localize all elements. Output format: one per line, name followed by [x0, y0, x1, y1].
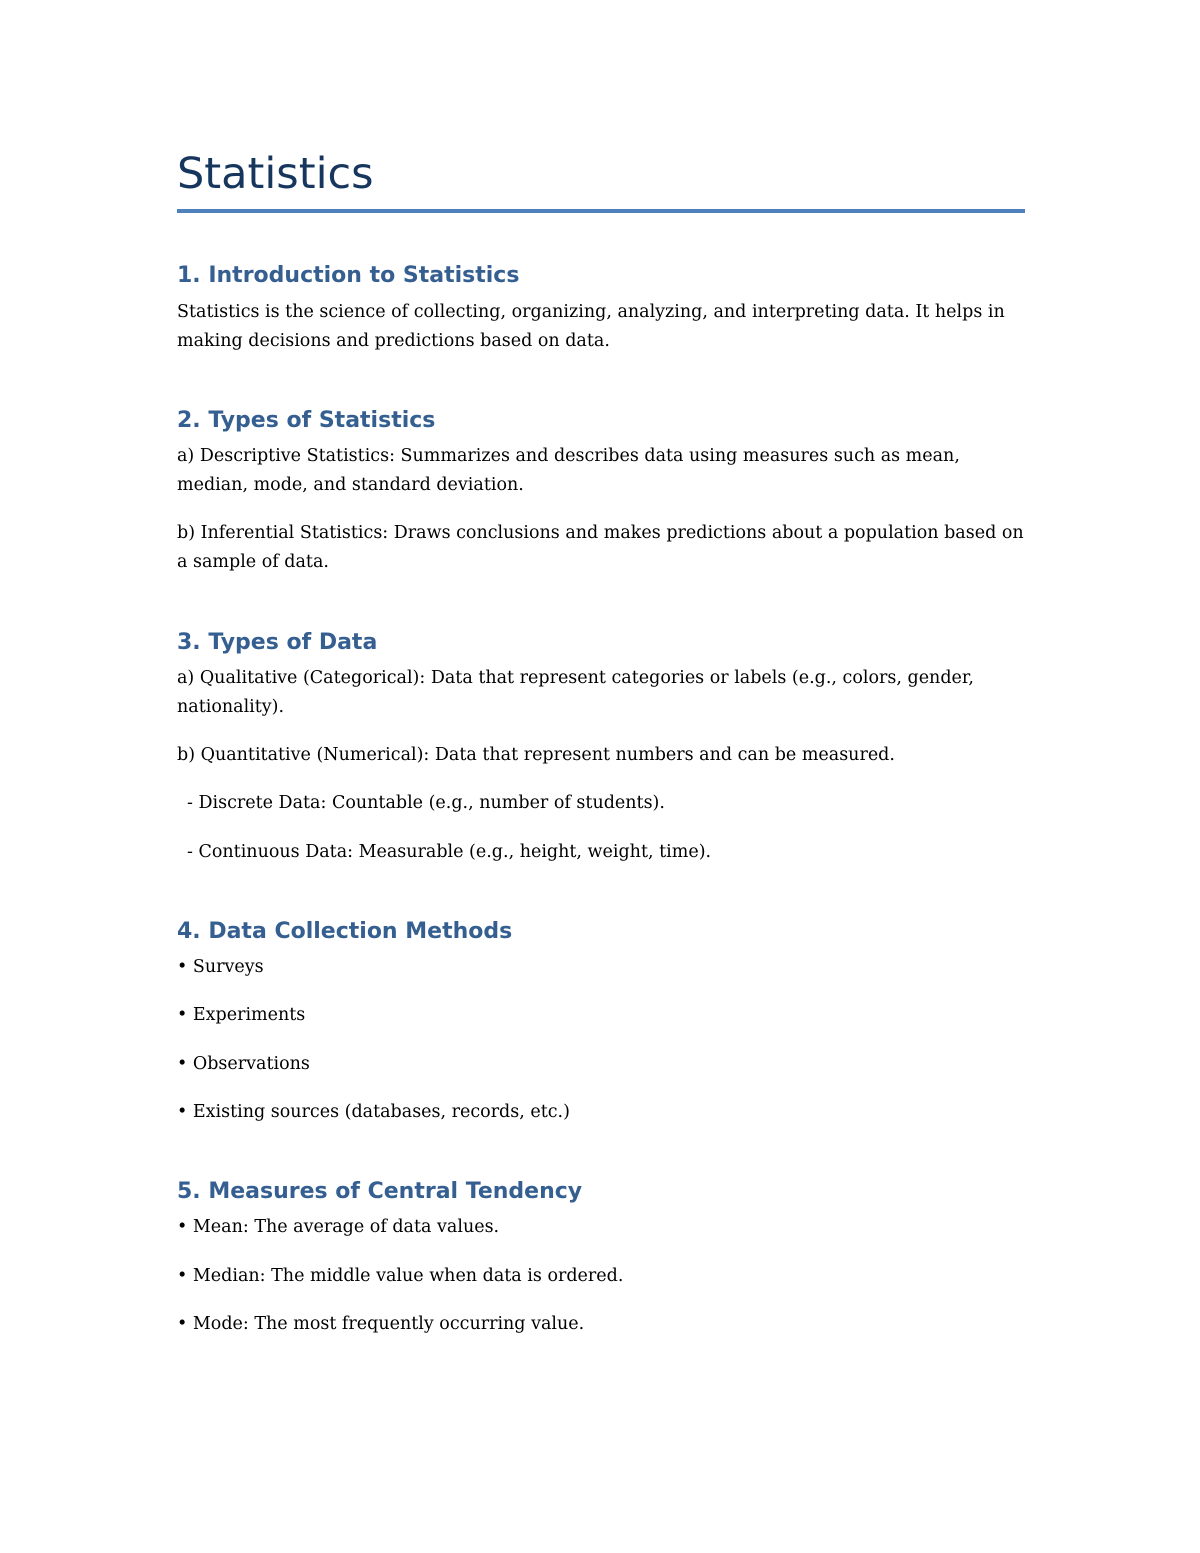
bullet-item: • Existing sources (databases, records, etc.): [177, 1102, 570, 1122]
section-paragraph: b) Quantitative (Numerical): Data that represent numbers and can be measured.: [177, 745, 895, 765]
title-underline: [177, 209, 1025, 213]
section-paragraph: b) Inferential Statistics: Draws conclusions and makes predictions about a population based on a sample of data.: [177, 523, 1024, 572]
document-title: Statistics: [177, 149, 374, 199]
section-paragraph: a) Qualitative (Categorical): Data that represent categories or labels (e.g., colors, gender, nationality).: [177, 668, 974, 717]
section-paragraph: a) Descriptive Statistics: Summarizes and describes data using measures such as mean, median, mode, and standard deviation.: [177, 446, 960, 495]
section-heading-data-collection: 4. Data Collection Methods: [177, 919, 513, 944]
section-heading-central-tendency: 5. Measures of Central Tendency: [177, 1179, 583, 1204]
bullet-item: • Mode: The most frequently occurring value.: [177, 1314, 585, 1334]
sub-list-item: - Continuous Data: Measurable (e.g., height, weight, time).: [187, 842, 712, 862]
section-paragraph: Statistics is the science of collecting, organizing, analyzing, and interpreting data. It helps in making decisions and predictions based on data.: [177, 302, 1005, 351]
section-heading-types-of-statistics: 2. Types of Statistics: [177, 408, 436, 433]
bullet-item: • Median: The middle value when data is ordered.: [177, 1266, 624, 1286]
section-heading-introduction: 1. Introduction to Statistics: [177, 263, 520, 288]
sub-list-item: - Discrete Data: Countable (e.g., number of students).: [187, 793, 665, 813]
bullet-item: • Surveys: [177, 957, 264, 977]
bullet-item: • Observations: [177, 1054, 310, 1074]
section-heading-types-of-data: 3. Types of Data: [177, 630, 378, 655]
bullet-item: • Experiments: [177, 1005, 306, 1025]
bullet-item: • Mean: The average of data values.: [177, 1217, 500, 1237]
